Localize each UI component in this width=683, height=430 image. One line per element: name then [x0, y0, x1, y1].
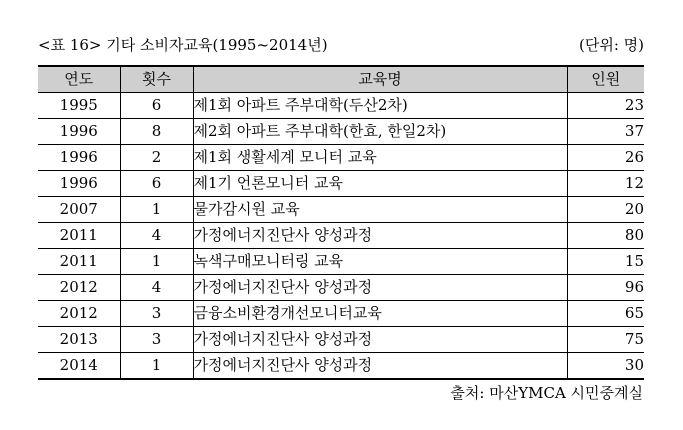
cell-year: 2014: [38, 353, 120, 380]
cell-participants: 96: [567, 275, 644, 301]
cell-participants: 23: [567, 93, 644, 119]
cell-count: 3: [120, 327, 193, 353]
cell-count: 1: [120, 353, 193, 380]
cell-program: 물가감시원 교육: [193, 197, 567, 223]
cell-participants: 65: [567, 301, 644, 327]
cell-count: 1: [120, 249, 193, 275]
cell-participants: 15: [567, 249, 644, 275]
cell-year: 1996: [38, 119, 120, 145]
cell-program: 금융소비환경개선모니터교육: [193, 301, 567, 327]
cell-count: 3: [120, 301, 193, 327]
cell-count: 4: [120, 275, 193, 301]
cell-count: 6: [120, 93, 193, 119]
table-row: [38, 327, 644, 353]
unit-label: (단위: 명): [579, 35, 644, 54]
cell-year: 1995: [38, 93, 120, 119]
header-row: [38, 66, 644, 93]
cell-year: 1996: [38, 171, 120, 197]
cell-participants: 37: [567, 119, 644, 145]
cell-program: 가정에너지진단사 양성과정: [193, 353, 567, 380]
table-row: [38, 275, 644, 301]
table-row: [38, 301, 644, 327]
cell-year: 2013: [38, 327, 120, 353]
table-row: [38, 93, 644, 119]
header-count: 횟수: [120, 66, 193, 93]
table-title: <표 16> 기타 소비자교육(1995~2014년): [38, 35, 328, 54]
header-participants: 인원: [567, 66, 644, 93]
cell-count: 1: [120, 197, 193, 223]
cell-count: 6: [120, 171, 193, 197]
table-row: [38, 223, 644, 249]
cell-year: 2011: [38, 223, 120, 249]
table-caption: [38, 32, 644, 56]
cell-count: 2: [120, 145, 193, 171]
table-row: [38, 119, 644, 145]
cell-program: 제2회 아파트 주부대학(한효, 한일2차): [193, 119, 567, 145]
table-body: [38, 93, 644, 380]
education-table: [38, 65, 644, 380]
table-row: [38, 171, 644, 197]
table-row: [38, 197, 644, 223]
cell-program: 제1회 아파트 주부대학(두산2차): [193, 93, 567, 119]
cell-participants: 20: [567, 197, 644, 223]
cell-year: 2012: [38, 301, 120, 327]
cell-year: 2007: [38, 197, 120, 223]
source-note: 출처: 마산YMCA 시민중계실: [450, 384, 643, 402]
table-row: [38, 249, 644, 275]
cell-participants: 80: [567, 223, 644, 249]
cell-participants: 26: [567, 145, 644, 171]
cell-count: 4: [120, 223, 193, 249]
cell-program: 가정에너지진단사 양성과정: [193, 327, 567, 353]
table-row: [38, 353, 644, 380]
cell-program: 녹색구매모니터링 교육: [193, 249, 567, 275]
table-row: [38, 145, 644, 171]
header-year: 연도: [38, 66, 120, 93]
cell-year: 2011: [38, 249, 120, 275]
cell-participants: 75: [567, 327, 644, 353]
cell-participants: 30: [567, 353, 644, 380]
cell-program: 가정에너지진단사 양성과정: [193, 223, 567, 249]
cell-year: 1996: [38, 145, 120, 171]
cell-program: 제1회 생활세계 모니터 교육: [193, 145, 567, 171]
cell-program: 가정에너지진단사 양성과정: [193, 275, 567, 301]
cell-program: 제1기 언론모니터 교육: [193, 171, 567, 197]
header-program: 교육명: [193, 66, 567, 93]
cell-count: 8: [120, 119, 193, 145]
cell-participants: 12: [567, 171, 644, 197]
cell-year: 2012: [38, 275, 120, 301]
